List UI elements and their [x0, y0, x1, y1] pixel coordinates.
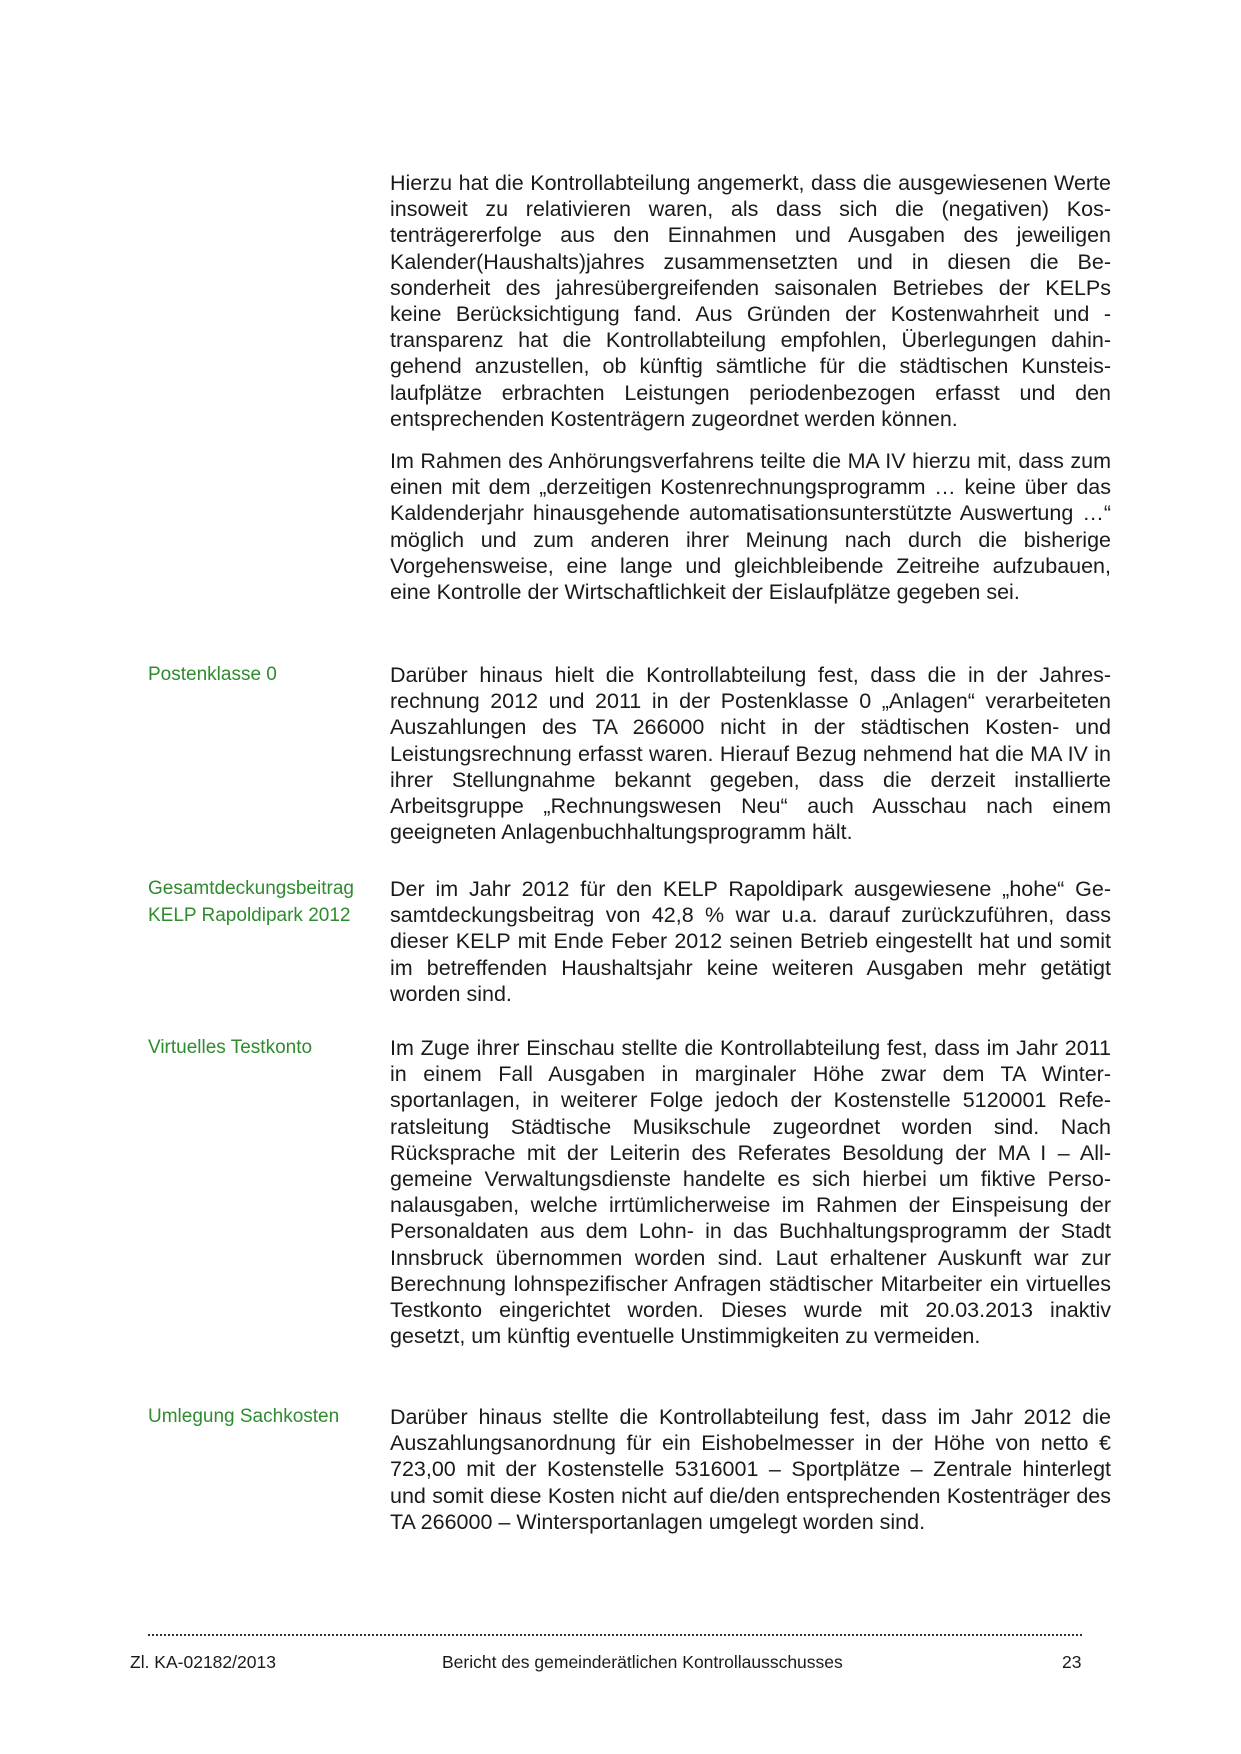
margin-note-sachkosten: Umlegung Sachkosten: [148, 1406, 340, 1427]
paragraph-cost-relativity: Hierzu hat die Kontrollabteilung angemerkt, dass die ausgewiesenen Werte insoweit zu relativieren waren, als dass sich die (negativen) Kostenträgererfolge aus den Einnahmen und Ausgaben des jeweiligen Kalender(Haushalts)jahres zusammensetzten und in diesen die Besonderheit des jahresübergreifenden saisonalen Betriebes der KELPs keine Berücksichtigung fand. Aus Gründen der Kostenwahrheit und -transparenz hat die Kontrollabteilung empfohlen, Überlegungen dahingehend anzustellen, ob künftig sämtliche für die städtischen Kunsteislaufplätze erbrachten Leistungen periodenbezogen erfasst und den entsprechenden Kostenträgern zugeordnet werden können.: [390, 171, 1111, 431]
margin-note-testkonto: Virtuelles Testkonto: [148, 1037, 313, 1058]
paragraph-postenklasse: Darüber hinaus hielt die Kontrollabteilung fest, dass die in der Jahresrechnung 2012 und 2011 in der Postenklasse 0 „Anlagen“ verarbeiteten Auszahlungen des TA 266000 nicht in der städtischen Kosten- und Leistungsrechnung erfasst waren. Hierauf Bezug nehmend hat die MA IV in ihrer Stellungnahme bekannt gegeben, dass die derzeit installierte Arbeitsgruppe „Rechnungswesen Neu“ auch Ausschau nach einem geeigneten Anlagenbuchhaltungsprogramm hält.: [390, 663, 1111, 845]
footer-page-number: 23: [1062, 1652, 1082, 1672]
footer-reference: Zl. KA-02182/2013: [130, 1652, 276, 1672]
margin-note-postenklasse: Postenklasse 0: [148, 664, 277, 685]
paragraph-sachkosten: Darüber hinaus stellte die Kontrollabteilung fest, dass im Jahr 2012 die Auszahlungsanordnung für ein Eishobelmesser in der Höhe von netto € 723,00 mit der Kostenstelle 5316001 – Sportplätze – Zentrale hinterlegt und somit diese Kosten nicht auf die/den entsprechenden Kostenträger des TA 266000 – Wintersportanlagen umgelegt worden sind.: [390, 1405, 1111, 1534]
paragraph-gesamtdeckungsbeitrag: Der im Jahr 2012 für den KELP Rapoldipark ausgewiesene „hohe“ Gesamtdeckungsbeitrag von 42,8 % war u.a. darauf zurückzuführen, dass dieser KELP mit Ende Feber 2012 seinen Betrieb eingestellt hat und somit im betreffenden Haushaltsjahr keine weiteren Ausgaben mehr getätigt worden sind.: [390, 877, 1111, 1006]
margin-note-gesamtdeckungsbeitrag: Gesamtdeckungsbeitrag KELP Rapoldipark 2012: [148, 878, 354, 926]
footer-divider: [148, 1634, 1082, 1636]
paragraph-testkonto: Im Zuge ihrer Einschau stellte die Kontrollabteilung fest, dass im Jahr 2011 in einem Fall Ausgaben in marginaler Höhe zwar dem TA Wintersportanlagen, in weiterer Folge jedoch der Kostenstelle 5120001 Referatsleitung Städtische Musikschule zugeordnet worden sind. Nach Rücksprache mit der Leiterin des Referates Besoldung der MA I – Allgemeine Verwaltungsdienste handelte es sich hierbei um fiktive Personalausgaben, welche irrtümlicherweise im Rahmen der Einspeisung der Personaldaten aus dem Lohn- in das Buchhaltungsprogramm der Stadt Innsbruck übernommen worden sind. Laut erhaltener Auskunft war zur Berechnung lohnspezifischer Anfragen städtischer Mitarbeiter ein virtuelles Testkonto eingerichtet worden. Dieses wurde mit 20.03.2013 inaktiv gesetzt, um künftig eventuelle Unstimmigkeiten zu vermeiden.: [390, 1036, 1111, 1349]
paragraph-hearing-procedure: Im Rahmen des Anhörungsverfahrens teilte die MA IV hierzu mit, dass zum einen mit dem „derzeitigen Kostenrechnungsprogramm … keine über das Kaldenderjahr hinausgehende automatisationsunterstützte Auswertung …“ möglich und zum anderen ihrer Meinung nach durch die bisherige Vorgehensweise, eine lange und gleichbleibende Zeitreihe aufzubauen, eine Kontrolle der Wirtschaftlichkeit der Eislaufplätze gegeben sei.: [390, 449, 1111, 605]
footer-title: Bericht des gemeinderätlichen Kontrollausschusses: [442, 1652, 843, 1672]
